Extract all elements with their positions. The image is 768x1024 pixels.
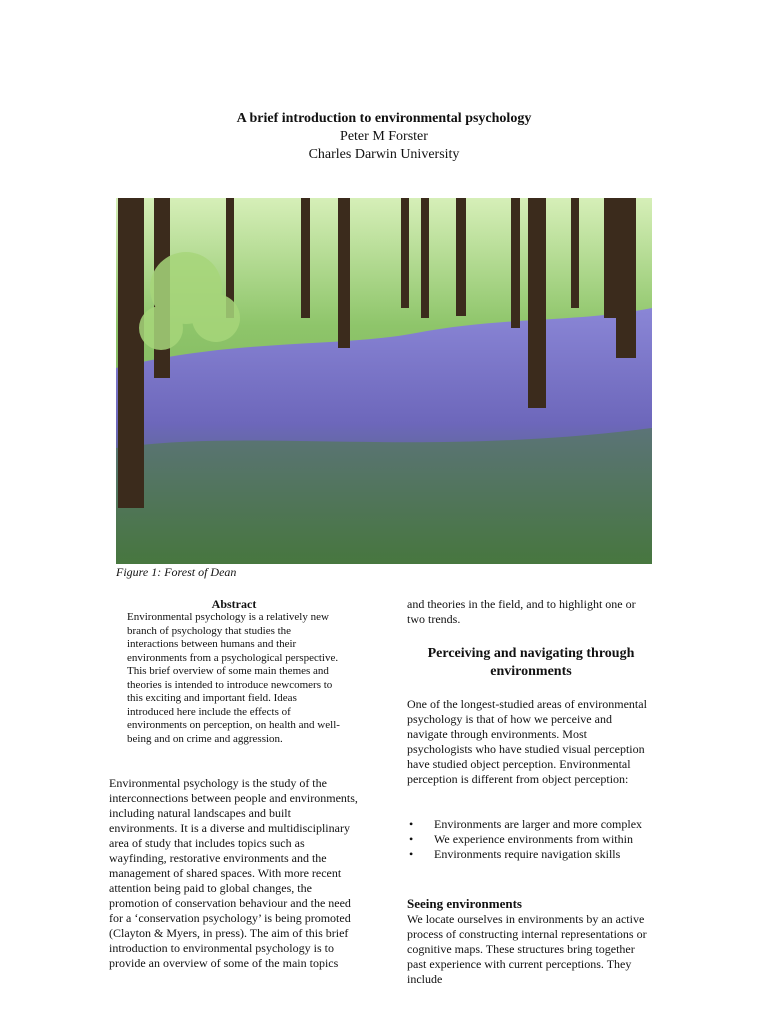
abstract-text: Environmental psychology is a relatively new branch of psychology that studies the interactions between humans and their environments from a psychological perspective. This brief overview of some main themes and theories is intended to introduce newcomers to this exciting and important field. Ideas introduced here include the effects of environments on perception, on health and well-being and on crime and aggression. — [127, 611, 340, 745]
figure-caption: Figure 1: Forest of Dean — [116, 565, 237, 579]
bullet-item: • Environments require navigation skills — [407, 847, 657, 862]
paper-header — [0, 109, 768, 164]
abstract-heading: Abstract — [211, 597, 257, 611]
affiliation: Charles Darwin University — [308, 147, 460, 162]
bullet-item: • We experience environments from within — [407, 832, 657, 847]
intro-paragraph: Environmental psychology is the study of the interconnections between people and environments, including natural landscapes and built environments. It is a diverse and multidisciplinary area of study that includes topics such as wayfinding, restorative environments and the management of shared spaces. With more recent attention being paid to global changes, the promotion of conservation behaviour and the need for a ‘conservation psychology’ is being promoted (Clayton & Myers, in press). The aim of this brief introduction to environmental psychology is to provide an overview of some of the main topics — [109, 776, 358, 970]
forest-photo — [116, 198, 652, 564]
subsection-paragraph: We locate ourselves in environments by an active process of constructing internal representations or cognitive maps. These structures bring together past experience with current perceptions. They include — [407, 912, 647, 986]
bullet-list — [407, 817, 657, 862]
intro-paragraph-continued: and theories in the field, and to highlight one or two trends. — [407, 597, 636, 626]
paper-title: A brief introduction to environmental psychology — [236, 111, 532, 126]
forest-illustration — [116, 198, 652, 564]
section-paragraph: One of the longest-studied areas of environmental psychology is that of how we perceive and navigate through environments. Most psychologists who have studied visual perception have studied object perception. Environmental perception is different from object perception: — [407, 697, 647, 786]
bullet-item: • Environments are larger and more complex — [407, 817, 657, 832]
subsection-heading: Seeing environments — [407, 896, 522, 911]
author-name: Peter M Forster — [340, 129, 428, 144]
section-heading: Perceiving and navigating through environments — [427, 646, 635, 679]
